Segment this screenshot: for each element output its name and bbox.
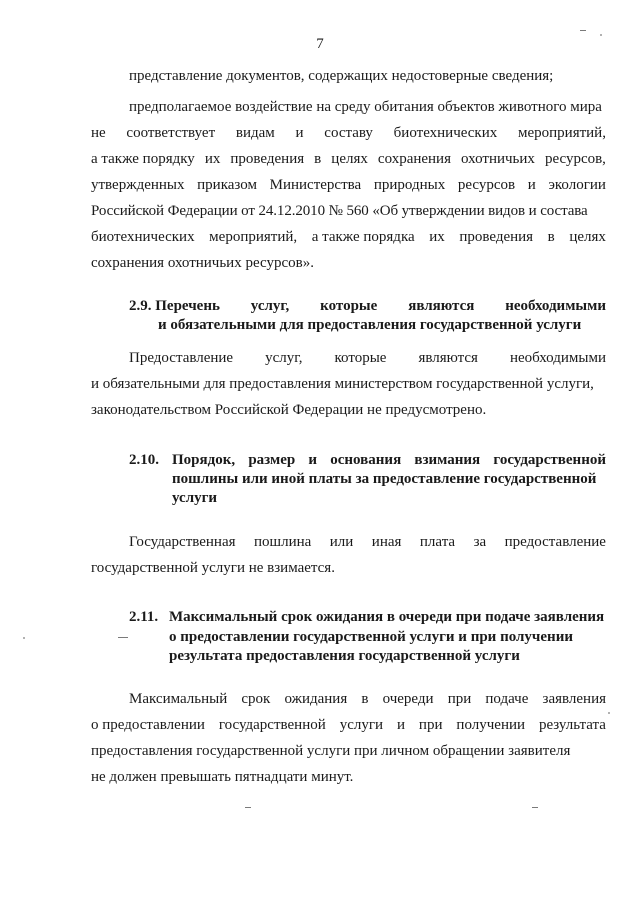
word: услуги bbox=[339, 717, 384, 733]
justified-line bbox=[129, 689, 606, 709]
word: мероприятий, bbox=[209, 229, 298, 245]
section-number: 2.11. bbox=[129, 609, 159, 625]
section-heading-line bbox=[129, 296, 606, 316]
word: услуг, bbox=[250, 298, 290, 314]
word: или bbox=[329, 534, 354, 550]
scan-speck bbox=[23, 637, 25, 639]
word: взимания bbox=[414, 452, 481, 468]
word: а также порядку bbox=[91, 151, 195, 167]
word: и bbox=[295, 125, 304, 141]
word: при bbox=[447, 691, 472, 707]
scan-speck bbox=[608, 712, 610, 714]
word: их bbox=[429, 229, 445, 245]
word: предоставление bbox=[504, 534, 606, 550]
word: пошлина bbox=[254, 534, 312, 550]
word: проведения bbox=[230, 151, 305, 167]
paragraph-text-line: Российской Федерации от 24.12.2010 № 560 «Об утверждении видов и состава bbox=[91, 203, 588, 219]
paragraph-text-line: предполагаемое воздействие на среду обитания объектов животного мира bbox=[129, 99, 602, 115]
scan-speck bbox=[245, 807, 251, 808]
word: которые bbox=[320, 298, 378, 314]
word: а также порядка bbox=[311, 229, 415, 245]
word: их bbox=[204, 151, 221, 167]
word: 2.9. Перечень bbox=[129, 298, 220, 314]
word: приказом bbox=[197, 177, 257, 193]
word: сохранения bbox=[377, 151, 451, 167]
scan-speck bbox=[600, 34, 602, 36]
justified-line bbox=[91, 175, 606, 195]
word: биотехнических bbox=[91, 229, 195, 245]
word: видам bbox=[235, 125, 275, 141]
word: услуг, bbox=[265, 350, 303, 366]
word: необходимыми bbox=[509, 350, 606, 366]
paragraph-text-line: государственной услуги не взимается. bbox=[91, 560, 335, 576]
paragraph-text-line: законодательством Российской Федерации не предусмотрено. bbox=[91, 402, 487, 418]
section-heading-line: услуги bbox=[172, 490, 218, 506]
word: в bbox=[361, 691, 369, 707]
word: подаче bbox=[485, 691, 529, 707]
word: целях bbox=[331, 151, 368, 167]
word: целях bbox=[569, 229, 606, 245]
word: в bbox=[547, 229, 555, 245]
word: Министерства bbox=[269, 177, 362, 193]
word: при bbox=[418, 717, 443, 733]
word: соответствует bbox=[126, 125, 216, 141]
word: плата bbox=[419, 534, 456, 550]
word: очереди bbox=[382, 691, 434, 707]
word: и bbox=[396, 717, 405, 733]
word: Максимальный bbox=[129, 691, 228, 707]
word: экологии bbox=[548, 177, 606, 193]
word: ресурсов bbox=[457, 177, 516, 193]
paragraph-text-line: предоставления государственной услуги при личном обращении заявителя bbox=[91, 743, 571, 759]
word: и bbox=[527, 177, 536, 193]
section-heading-line: о предоставлении государственной услуги и при получении bbox=[169, 629, 573, 645]
word: за bbox=[473, 534, 487, 550]
word: в bbox=[314, 151, 322, 167]
scan-speck bbox=[532, 807, 538, 808]
scan-speck bbox=[118, 637, 128, 638]
word: ожидания bbox=[284, 691, 348, 707]
word: Государственная bbox=[129, 534, 236, 550]
word: основания bbox=[330, 452, 402, 468]
word: получении bbox=[456, 717, 526, 733]
word: охотничьих bbox=[461, 151, 535, 167]
paragraph-text-line: не должен превышать пятнадцати минут. bbox=[91, 769, 354, 785]
section-heading-line: пошлины или иной платы за предоставление государственной bbox=[172, 471, 597, 487]
justified-line bbox=[91, 149, 606, 169]
justified-line bbox=[91, 715, 606, 735]
word: государственной bbox=[493, 452, 606, 468]
section-number: 2.10. bbox=[129, 452, 159, 468]
section-heading-line: и обязательными для предоставления государственной услуги bbox=[158, 317, 582, 333]
word: результата bbox=[538, 717, 606, 733]
word: иная bbox=[371, 534, 402, 550]
word: являются bbox=[418, 350, 478, 366]
word: государственной bbox=[218, 717, 326, 733]
word: проведения bbox=[459, 229, 534, 245]
word: ресурсов, bbox=[544, 151, 606, 167]
section-heading-line bbox=[172, 450, 606, 470]
word: утвержденных bbox=[91, 177, 185, 193]
word: заявления bbox=[542, 691, 606, 707]
word: размер bbox=[248, 452, 296, 468]
word: необходимыми bbox=[505, 298, 606, 314]
word: не bbox=[91, 125, 106, 141]
word: мероприятий, bbox=[518, 125, 606, 141]
section-heading-line: результата предоставления государственной услуги bbox=[169, 648, 520, 664]
word: которые bbox=[334, 350, 387, 366]
word: природных bbox=[373, 177, 446, 193]
scan-speck bbox=[580, 30, 586, 31]
section-heading-line: Максимальный срок ожидания в очереди при подаче заявления bbox=[169, 609, 605, 625]
page-number: 7 bbox=[316, 36, 324, 52]
justified-line bbox=[129, 348, 606, 368]
word: Порядок, bbox=[172, 452, 236, 468]
paragraph-text-line: представление документов, содержащих недостоверные сведения; bbox=[129, 68, 554, 84]
word: срок bbox=[241, 691, 271, 707]
word: биотехнических bbox=[393, 125, 498, 141]
word: о предоставлении bbox=[91, 717, 205, 733]
justified-line bbox=[91, 123, 606, 143]
paragraph-text-line: сохранения охотничьих ресурсов». bbox=[91, 255, 314, 271]
justified-line bbox=[91, 227, 606, 247]
word: Предоставление bbox=[129, 350, 234, 366]
justified-line bbox=[129, 532, 606, 552]
word: и bbox=[308, 452, 318, 468]
word: составу bbox=[324, 125, 373, 141]
word: являются bbox=[408, 298, 475, 314]
paragraph-text-line: и обязательными для предоставления министерством государственной услуги, bbox=[91, 376, 594, 392]
